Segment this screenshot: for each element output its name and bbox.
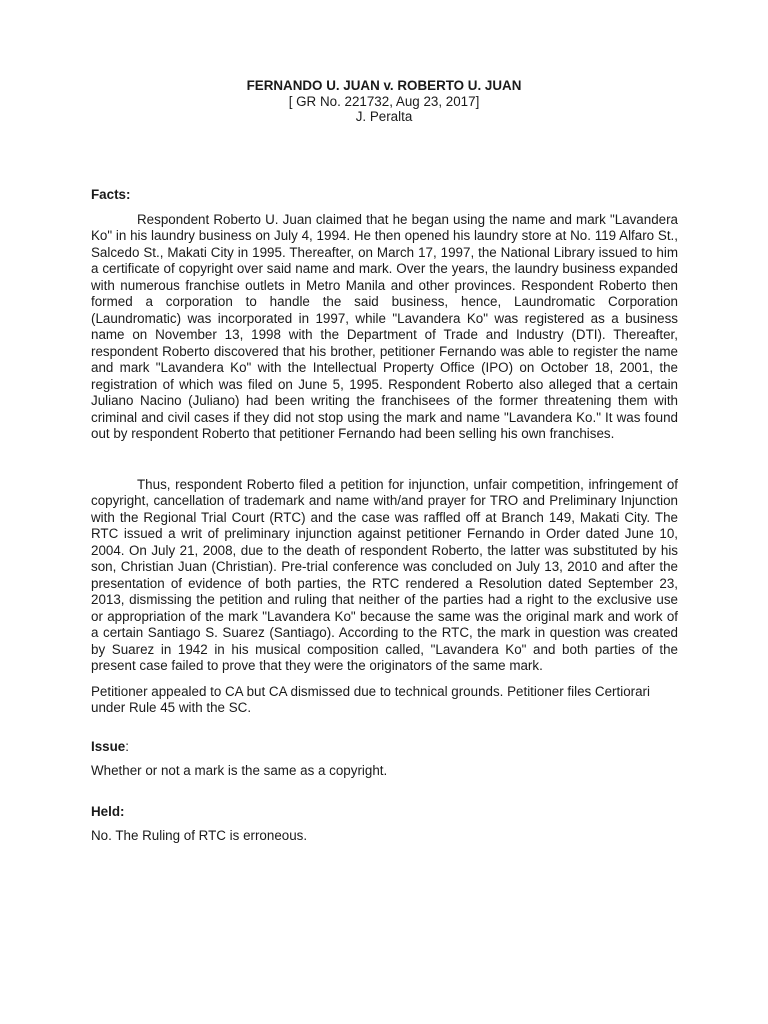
held-text: No. The Ruling of RTC is erroneous.: [91, 828, 308, 843]
issue-heading-colon: :: [125, 738, 129, 754]
document-body: [91, 187, 678, 845]
facts-paragraph-1: Respondent Roberto U. Juan claimed that he began using the name and mark "Lavandera Ko" in his laundry business on July 4, 1994. He then opened his laundry store at No. 119 Alfaro St., Salcedo St., Makati City in 1995. Thereafter, on March 17, 1997, the National Library issued to him a certificate of copyright over said name and mark. Over the years, the laundry business expanded with numerous franchise outlets in Metro Manila and other provinces. Respondent Roberto then formed a corporation to handle the said business, hence, Laundromatic Corporation (Laundromatic) was incorporated in 1997, while "Lavandera Ko" was registered as a business name on November 13, 1998 with the Department of Trade and Industry (DTI). Thereafter, respondent Roberto discovered that his brother, petitioner Fernando was able to register the name and mark "Lavandera Ko" with the Intellectual Property Office (IPO) on October 18, 2001, the registration of which was filed on June 5, 1995. Respondent Roberto also alleged that a certain Juliano Nacino (Juliano) had been writing the franchisees of the former threatening them with criminal and civil cases if they did not stop using the mark and name "Lavandera Ko." It was found out by respondent Roberto that petitioner Fernando had been selling his own franchises.: [91, 211, 678, 441]
held-heading: Held:: [91, 803, 125, 819]
case-title: FERNANDO U. JUAN v. ROBERTO U. JUAN: [246, 78, 522, 93]
issue-heading: [91, 739, 678, 756]
facts-paragraph-2: Thus, respondent Roberto filed a petition for injunction, unfair competition, infringement of copyright, cancellation of trademark and name with/and prayer for TRO and Preliminary Injunction with the Regional Trial Court (RTC) and the case was raffled off at Branch 149, Makati City. The RTC issued a writ of preliminary injunction against petitioner Fernando in Order dated June 10, 2004. On July 21, 2008, due to the death of respondent Roberto, the latter was substituted by his son, Christian Juan (Christian). Pre-trial conference was concluded on July 13, 2010 and after the presentation of evidence of both parties, the RTC rendered a Resolution dated September 23, 2013, dismissing the petition and ruling that neither of the parties had a right to the exclusive use or appropriation of the mark "Lavandera Ko" because the same was the original mark and work of a certain Santiago S. Suarez (Santiago). According to the RTC, the mark in question was created by Suarez in 1942 in his musical composition called, "Lavandera Ko" and both parties of the present case failed to prove that they were the originators of the same mark.: [91, 476, 678, 673]
case-citation: [ GR No. 221732, Aug 23, 2017]: [288, 93, 480, 109]
case-header: [0, 78, 768, 125]
issue-text: Whether or not a mark is the same as a copyright.: [91, 763, 388, 778]
case-ponente: J. Peralta: [355, 109, 413, 124]
facts-paragraph-3: Petitioner appealed to CA but CA dismissed due to technical grounds. Petitioner files Certiorari under Rule 45 with the SC.: [91, 683, 650, 715]
facts-heading: Facts:: [91, 187, 131, 202]
issue-heading-label: Issue: [91, 738, 126, 754]
